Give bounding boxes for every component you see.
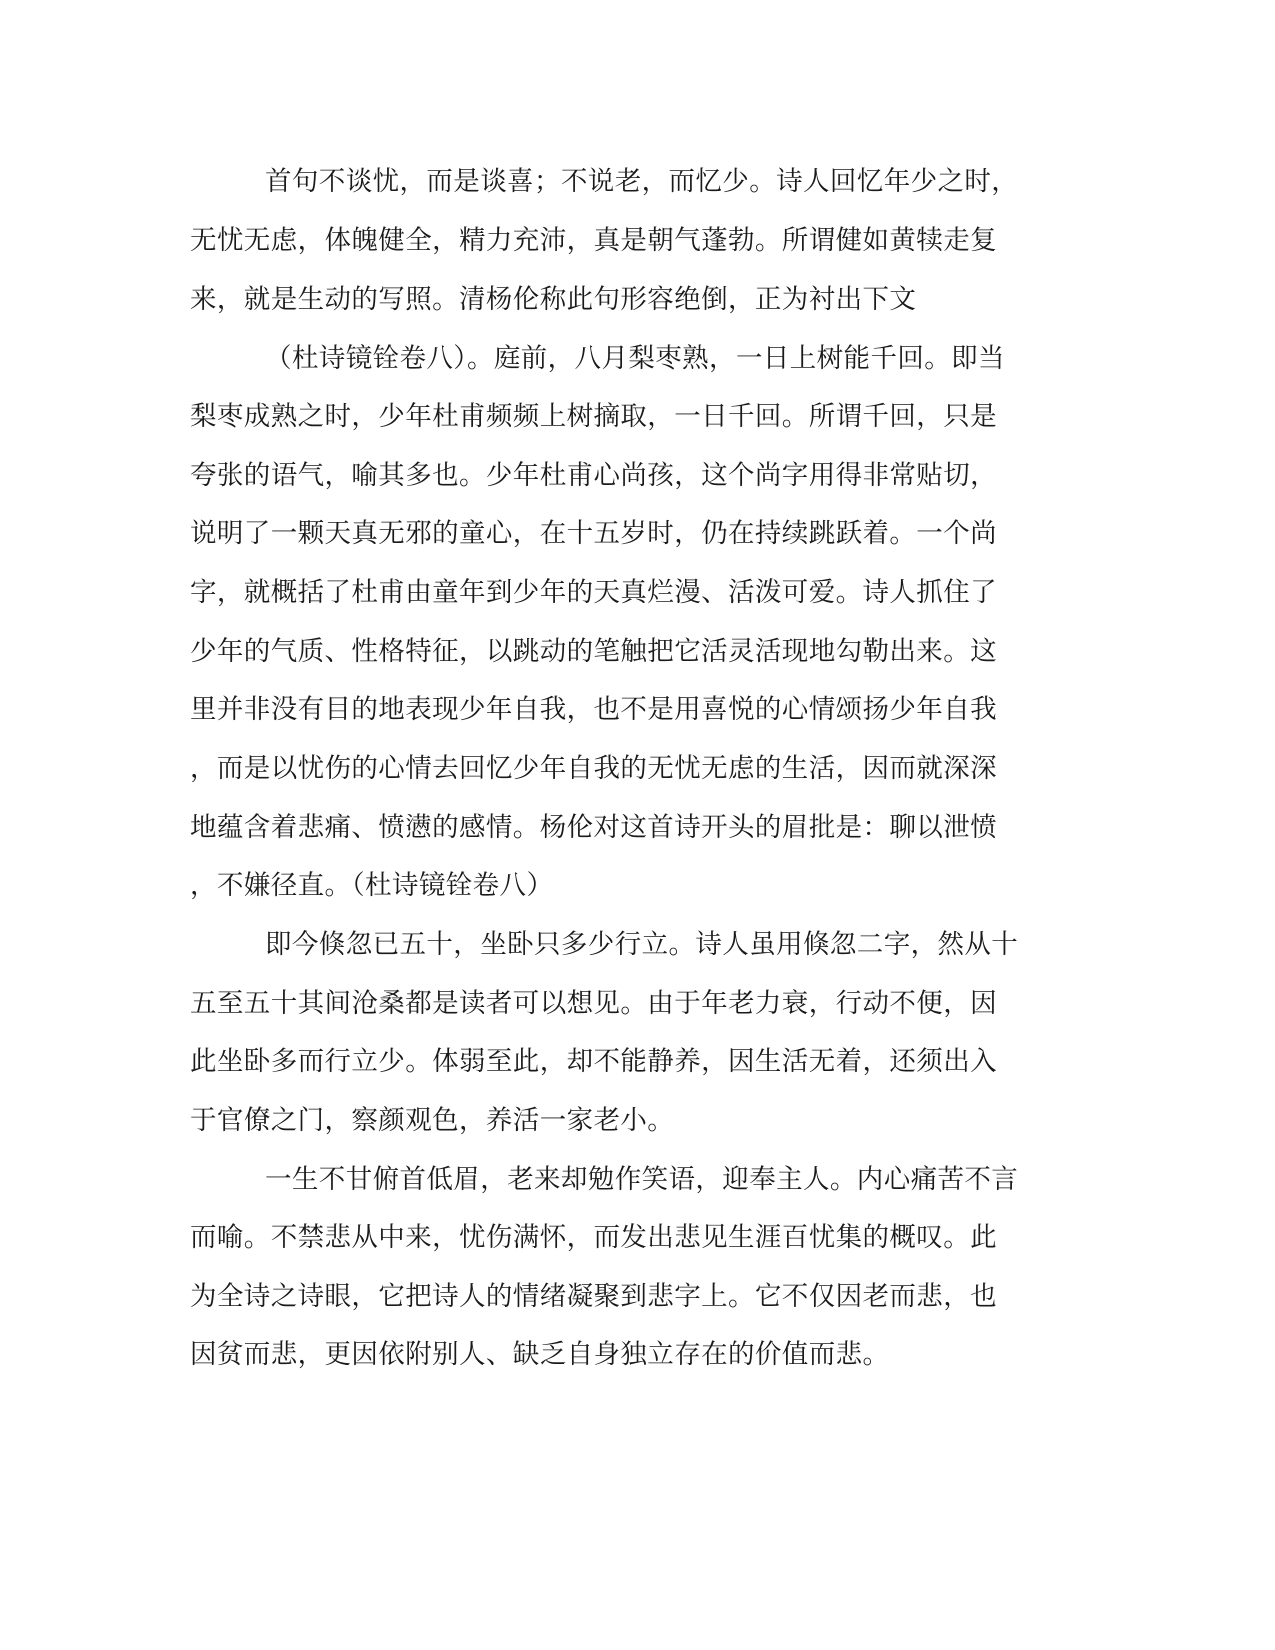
text-line-6: 夸张的语气，喻其多也。少年杜甫心尚孩，这个尚字用得非常贴切， xyxy=(190,460,997,491)
text-line-5: 梨枣成熟之时，少年杜甫频频上树摘取，一日千回。所谓千回，只是 xyxy=(190,401,997,432)
text-line-11: ，而是以忧伤的心情去回忆少年自我的无忧无虑的生活，因而就深深 xyxy=(190,753,997,784)
text-line-8: 字，就概括了杜甫由童年到少年的天真烂漫、活泼可爱。诗人抓住了 xyxy=(190,577,997,608)
text-line-7: 说明了一颗天真无邪的童心，在十五岁时，仍在持续跳跃着。一个尚 xyxy=(190,518,997,549)
text-line-2: 无忧无虑，体魄健全，精力充沛，真是朝气蓬勃。所谓健如黄犊走复 xyxy=(190,225,997,256)
text-line-12: 地蕴含着悲痛、愤懑的感情。杨伦对这首诗开头的眉批是：聊以泄愤 xyxy=(190,812,997,843)
text-line-3: 来，就是生动的写照。清杨伦称此句形容绝倒，正为衬出下文 xyxy=(190,284,917,315)
text-line-18: 一生不甘俯首低眉，老来却勉作笑语，迎奉主人。内心痛苦不言 xyxy=(265,1164,1019,1195)
text-line-21: 因贫而悲，更因依附别人、缺乏自身独立存在的价值而悲。 xyxy=(190,1339,890,1370)
text-line-17: 于官僚之门，察颜观色，养活一家老小。 xyxy=(190,1105,675,1136)
text-line-13: ，不嫌径直。（杜诗镜铨卷八） xyxy=(190,870,554,901)
text-line-9: 少年的气质、性格特征，以跳动的笔触把它活灵活现地勾勒出来。这 xyxy=(190,636,997,667)
text-line-19: 而喻。不禁悲从中来，忧伤满怀，而发出悲见生涯百忧集的概叹。此 xyxy=(190,1222,997,1253)
text-line-14: 即今倏忽已五十，坐卧只多少行立。诗人虽用倏忽二字，然从十 xyxy=(265,929,1019,960)
text-line-4: （杜诗镜铨卷八）。庭前，八月梨枣熟，一日上树能千回。即当 xyxy=(265,343,1005,374)
text-line-10: 里并非没有目的地表现少年自我，也不是用喜悦的心情颂扬少年自我 xyxy=(190,694,997,725)
text-line-16: 此坐卧多而行立少。体弱至此，却不能静养，因生活无着，还须出入 xyxy=(190,1046,997,1077)
text-line-15: 五至五十其间沧桑都是读者可以想见。由于年老力衰，行动不便，因 xyxy=(190,988,997,1019)
text-line-20: 为全诗之诗眼，它把诗人的情绪凝聚到悲字上。它不仅因老而悲，也 xyxy=(190,1281,997,1312)
text-line-1: 首句不谈忧，而是谈喜；不说老，而忆少。诗人回忆年少之时， xyxy=(265,166,1019,197)
